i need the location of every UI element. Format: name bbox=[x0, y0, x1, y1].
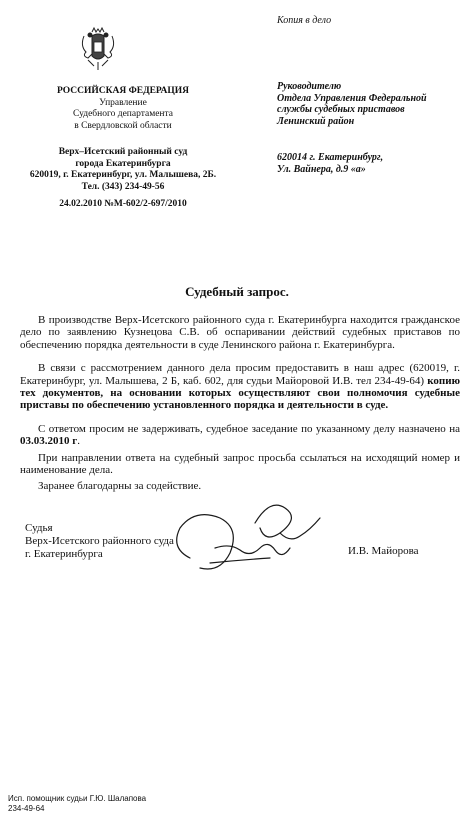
dept-line: Судебного департамента bbox=[72, 109, 173, 119]
signer-title: Судья bbox=[25, 522, 53, 534]
addressee-line: службы судебных приставов bbox=[277, 104, 405, 115]
coat-of-arms-emblem bbox=[78, 26, 118, 72]
body-paragraph: При направлении ответа на судебный запрос просьба ссылаться на исходящий номер и наименование дела. bbox=[20, 451, 460, 477]
document-title: Судебный запрос. bbox=[185, 284, 289, 299]
signature-block bbox=[25, 522, 174, 561]
handwritten-signature bbox=[160, 488, 330, 588]
signer-court: Верх-Исетского районного суда bbox=[25, 535, 174, 547]
signer-name: И.В. Майорова bbox=[348, 545, 419, 557]
addressee-address bbox=[277, 152, 457, 176]
court-name: Верх–Исетский районный суд bbox=[58, 147, 188, 157]
dept-line: в Свердловской области bbox=[74, 120, 172, 131]
copy-stamp: Копия в дело bbox=[277, 15, 332, 26]
executor-name: Исп. помощник судьи Г.Ю. Шалапова bbox=[8, 794, 147, 803]
address-line: 620014 г. Екатеринбург, bbox=[277, 152, 384, 163]
registration-number: 24.02.2010 №М-602/2-697/2010 bbox=[59, 199, 187, 209]
department-header bbox=[28, 86, 218, 132]
court-phone: Тел. (343) 234-49-56 bbox=[81, 181, 165, 192]
executor-phone: 234-49-64 bbox=[8, 803, 45, 813]
hearing-text: С ответом просим не задерживать, судебное заседание по указанному делу назначено на bbox=[38, 422, 460, 435]
document-body bbox=[20, 314, 460, 504]
addressee-line: Руководителю bbox=[277, 81, 342, 92]
addressee-block bbox=[277, 81, 457, 127]
addressee-line: Отдела Управления Федеральной bbox=[277, 92, 427, 104]
body-paragraph bbox=[20, 423, 460, 448]
hearing-text-end: . bbox=[77, 435, 80, 448]
country-name: РОССИЙСКАЯ ФЕДЕРАЦИЯ bbox=[56, 86, 190, 96]
body-paragraph: Заранее благодарны за содействие. bbox=[38, 480, 202, 493]
body-paragraph bbox=[20, 362, 460, 412]
request-text: В связи с рассмотрением данного дела просим предоставить в наш адрес (620019, г. Екатеринбург, ул. Малышева, 2 Б, каб. 602, для судьи Майоровой И.В. тел 234-49-64) bbox=[20, 362, 460, 387]
court-city: города Екатеринбурга bbox=[75, 158, 171, 169]
signer-city: г. Екатеринбурга bbox=[25, 548, 103, 560]
dept-line: Управление bbox=[99, 97, 147, 108]
address-line: Ул. Вайнера, д.9 «а» bbox=[277, 164, 366, 175]
hearing-date: 03.03.2010 г bbox=[20, 435, 78, 448]
body-paragraph: В производстве Верх-Исетского районного суда г. Екатеринбурга находится гражданское дело по заявлению Кузнецова С.В. об оспаривании действий судебных приставов по обеспечению порядка деятельности в суде Ленинского района г. Екатеринбурга. bbox=[20, 314, 460, 351]
court-address: 620019, г. Екатеринбург, ул. Малышева, 2Б. bbox=[29, 170, 217, 180]
request-text-bold: копию тех документов, на основании которых осуществляют свои полномочия судебные приставы по обеспечению установленного порядка и деятельности в суде. bbox=[20, 374, 460, 412]
court-header bbox=[28, 147, 218, 193]
executor-footer bbox=[8, 794, 146, 813]
addressee-line: Ленинский район bbox=[277, 115, 355, 127]
